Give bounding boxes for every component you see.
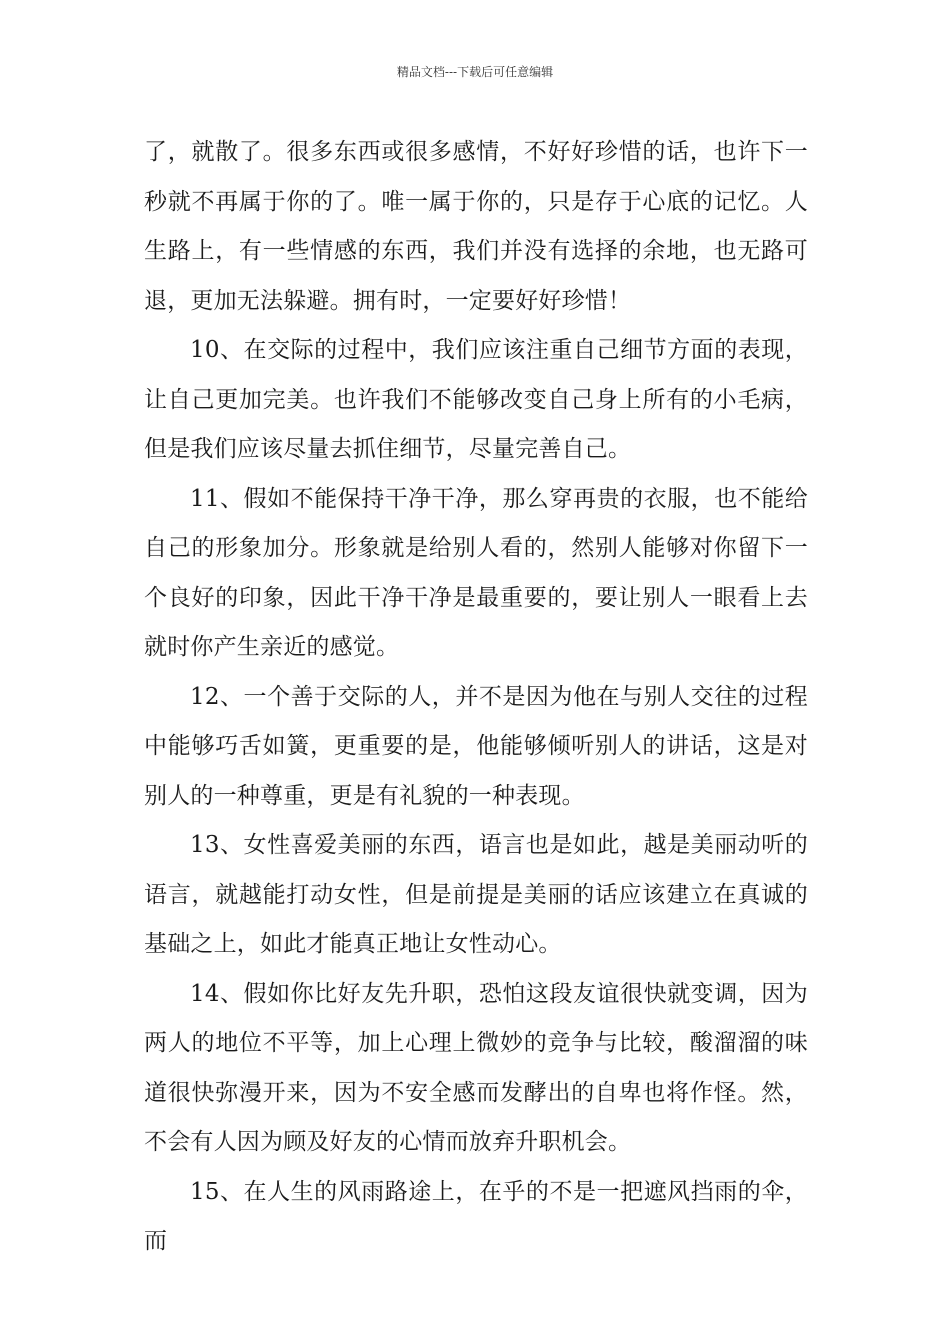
- document-body: [144, 128, 808, 1267]
- paragraph-continued: 了，就散了。很多东西或很多感情，不好好珍惜的话，也许下一秒就不再属于你的了。唯一属于你的，只是存于心底的记忆。人生路上，有一些情感的东西，我们并没有选择的余地，也无路可退，更加无法躲避。拥有时，一定要好好珍惜！: [144, 139, 808, 314]
- paragraph-12: 12、一个善于交际的人，并不是因为他在与别人交往的过程中能够巧舌如簧，更重要的是，他能够倾听别人的讲话，这是对别人的一种尊重，更是有礼貌的一种表现。: [144, 683, 808, 809]
- paragraph-10: 10、在交际的过程中，我们应该注重自己细节方面的表现，让自己更加完美。也许我们不能够改变自己身上所有的小毛病，但是我们应该尽量去抓住细节，尽量完善自己。: [144, 337, 808, 462]
- paragraph-15: 15、在人生的风雨路途上，在乎的不是一把遮风挡雨的伞，而: [144, 1178, 808, 1254]
- paragraph-14: 14、假如你比好友先升职，恐怕这段友谊很快就变调，因为两人的地位不平等，加上心理上微妙的竞争与比较，酸溜溜的味道很快弥漫开来，因为不安全感而发酵出的自卑也将作怪。然，不会有人因为顾及好友的心情而放弃升职机会。: [144, 980, 808, 1155]
- paragraph-13: 13、女性喜爱美丽的东西，语言也是如此，越是美丽动听的语言，就越能打动女性，但是前提是美丽的话应该建立在真诚的基础之上，如此才能真正地让女性动心。: [144, 832, 808, 957]
- paragraph-11: 11、假如不能保持干净干净，那么穿再贵的衣服，也不能给自己的形象加分。形象就是给别人看的，然别人能够对你留下一个良好的印象，因此干净干净是最重要的，要让别人一眼看上去就时你产生亲近的感觉。: [144, 485, 808, 660]
- page-header: 精品文档---下载后可任意编辑: [396, 65, 554, 79]
